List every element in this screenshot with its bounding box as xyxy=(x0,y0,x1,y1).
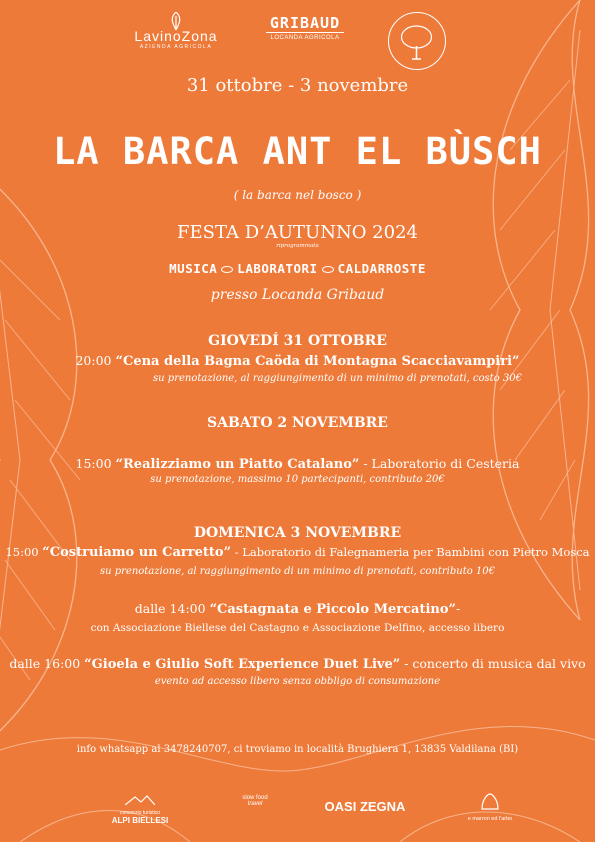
chestnut-icon xyxy=(480,793,500,811)
festa-title: FESTA D’AUTUNNO 2024 xyxy=(177,222,418,243)
program-item-chestnuts: CALDARROSTE xyxy=(337,261,426,276)
event-name: “Gioela e Giulio Soft Experience Duet Live” xyxy=(84,657,401,672)
gribaud-sub: LOCANDA AGRICOLA xyxy=(270,35,340,41)
event-note: su prenotazione, al raggiungimento di un minimo di prenotati, contributo 10€ xyxy=(99,566,496,577)
sponsor-name: travel xyxy=(247,801,263,807)
mountain-icon xyxy=(125,795,155,805)
sponsor-name: e marron ed l'arbo xyxy=(467,816,513,822)
event-line xyxy=(0,601,595,617)
event-desc: - xyxy=(456,601,461,616)
flame-icon xyxy=(166,12,186,30)
event-line xyxy=(0,545,595,560)
sponsor-name: OASI ZEGNA xyxy=(324,799,406,814)
gribaud-logo xyxy=(255,12,355,41)
tree-logo xyxy=(388,12,446,70)
lavino-zona-name: LavinoZona xyxy=(134,28,218,44)
event-time: 15:00 xyxy=(75,456,112,471)
event-subtitle: ( la barca nel bosco ) xyxy=(233,188,362,202)
event-note: su prenotazione, massimo 10 partecipanti, contributo 20€ xyxy=(150,474,445,485)
event-desc: - Laboratorio di Falegnameria per Bambini con Pietro Mosca xyxy=(231,545,590,559)
event-name: “Costruiamo un Carretto” xyxy=(42,545,232,560)
venue: presso Locanda Gribaud xyxy=(210,287,385,303)
program-item-labs: LABORATORI xyxy=(237,261,318,276)
event-time: dalle 14:00 xyxy=(134,601,206,616)
event-note: su prenotazione, al raggiungimento di un minimo di prenotati, costo 30€ xyxy=(153,373,522,384)
separator-icon xyxy=(221,266,233,273)
event-time: 20:00 xyxy=(75,353,112,368)
event-name: “Cena della Bagna Caöda di Montagna Scacciavampiri” xyxy=(115,354,520,369)
sponsor-top: slow food xyxy=(242,795,268,801)
program-item-music: MUSICA xyxy=(169,261,218,276)
tree-icon xyxy=(389,13,444,68)
event-time: dalle 16:00 xyxy=(9,656,81,671)
lavino-zona-sub: AZIENDA AGRICOLA xyxy=(139,44,213,50)
sponsor-oasi-zegna xyxy=(305,798,425,816)
sponsor-name: ALPI BIELLESI xyxy=(111,816,169,825)
day-title: GIOVEDÍ 31 OTTOBRE xyxy=(208,333,387,349)
program-list xyxy=(0,261,595,276)
event-line xyxy=(0,353,595,369)
lavino-zona-logo xyxy=(120,12,232,50)
event-line xyxy=(0,656,595,672)
event-name: “Castagnata e Piccolo Mercatino” xyxy=(209,602,457,617)
rescheduled-note: riprogrammata xyxy=(276,243,319,249)
sponsor-alpi-biellesi xyxy=(100,792,180,825)
sponsor-slow-food xyxy=(225,795,285,807)
event-line xyxy=(0,456,595,472)
event-note: con Associazione Biellese del Castagno e Associazione Delfino, accesso libero xyxy=(90,622,505,634)
contact-info: info whatsapp al 3478240707, ci troviamo in località Brughiera 1, 13835 Valdilana (BI) xyxy=(76,744,519,755)
event-title: LA BARCA ANT EL BÙSCH xyxy=(53,130,542,173)
sponsor-top: consorzio turistico xyxy=(119,810,160,816)
event-note: evento ad accesso libero senza obbligo di consumazione xyxy=(154,676,441,687)
separator-icon xyxy=(322,266,334,273)
sponsor-castagno xyxy=(455,793,525,822)
event-time: 15:00 xyxy=(5,545,39,559)
event-desc: - concerto di musica dal vivo xyxy=(400,656,586,671)
day-title: DOMENICA 3 NOVEMBRE xyxy=(193,525,402,541)
day-title: SABATO 2 NOVEMBRE xyxy=(207,415,388,431)
gribaud-name: GRIBAUD xyxy=(266,14,344,33)
event-desc: - Laboratorio di Cesteria xyxy=(359,456,520,471)
event-dates: 31 ottobre - 3 novembre xyxy=(186,75,409,96)
event-name: “Realizziamo un Piatto Catalano” xyxy=(115,457,360,472)
